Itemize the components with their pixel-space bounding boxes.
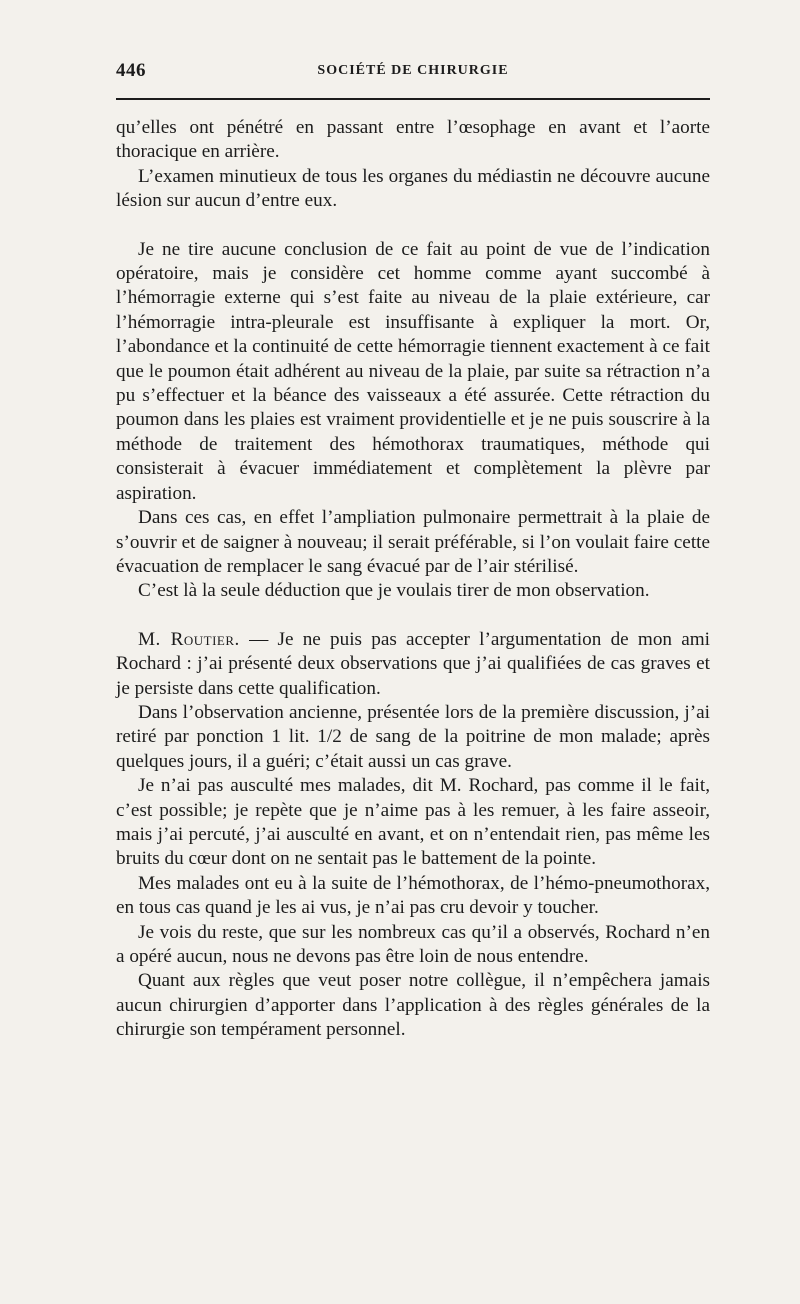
paragraph-8: Je n’ai pas ausculté mes malades, dit M. Rochard, pas comme il le fait, c’est possible; je repète que je n’aime pas à les remuer, à les faire asseoir, mais j’ai percuté, j’ai ausculté en avant, et on n’entendait rien, pas même les bruits du cœur dont on ne sentait pas le battement de la pointe. xyxy=(116,775,710,870)
page-header xyxy=(116,60,710,90)
speaker-name: M. Routier. xyxy=(138,628,240,650)
page-number: 446 xyxy=(116,60,146,81)
paragraph-4: Dans ces cas, en effet l’ampliation pulmonaire permettrait à la plaie de s’ouvrir et de saigner à nouveau; il serait préférable, si l’on voulait faire cette évacuation de remplacer le sang évacué par de l’air stérilisé. xyxy=(116,507,710,577)
body-text xyxy=(116,116,710,1043)
header-rule xyxy=(116,98,710,100)
paragraph-7: Dans l’observation ancienne, présentée lors de la première discussion, j’ai retiré par ponction 1 lit. 1/2 de sang de la poitrine de mon malade; après quelques jours, il a guéri; c’était aussi un cas grave. xyxy=(116,701,710,772)
paragraph-5: C’est là la seule déduction que je voulais tirer de mon observation. xyxy=(138,580,650,602)
paragraph-3: Je ne tire aucune conclusion de ce fait au point de vue de l’indication opératoire, mais je considère cet homme comme ayant succombé à l’hémorragie externe qui s’est faite au niveau de la plaie extérieure, car l’hémorragie intra-pleurale est insuffisante à expliquer la mort. Or, l’abondance et la continuité de cette hémorragie tiennent exactement à ce fait que le poumon était adhérent au niveau de la plaie, par suite sa rétraction n’a pu s’effectuer et la béance des vaisseaux a été assurée. Cette rétraction du poumon dans les plaies est vraiment providentielle et je ne puis souscrire à la méthode de traitement des hémothorax traumatiques, méthode qui consisterait à évacuer immédiatement et complètement la plèvre par aspiration. xyxy=(116,238,710,504)
paragraph-6: Je ne puis pas accepter l’argumentation de mon ami Rochard : j’ai présenté deux observations que j’ai qualifiées de cas graves et je persiste dans cette qualification. xyxy=(116,628,711,699)
paragraph-11: Quant aux règles que veut poser notre collègue, il n’empêchera jamais aucun chirurgien d’apporter dans l’application à des règles générales de la chirurgie son tempérament personnel. xyxy=(116,970,710,1041)
paragraph-9: Mes malades ont eu à la suite de l’hémothorax, de l’hémo-pneumothorax, en tous cas quand je les ai vus, je n’ai pas cru devoir y toucher. xyxy=(116,872,710,919)
speaker-paragraph xyxy=(116,628,710,701)
running-head: SOCIÉTÉ DE CHIRURGIE xyxy=(317,63,509,78)
paragraph-2: L’examen minutieux de tous les organes du médiastin ne découvre aucune lésion sur aucun d’entre eux. xyxy=(116,165,710,212)
paragraph-10: Je vois du reste, que sur les nombreux cas qu’il a observés, Rochard n’en a opéré aucun, nous ne devons pas être loin de nous entendre. xyxy=(116,921,710,967)
paragraph-1: qu’elles ont pénétré en passant entre l’œsophage en avant et l’aorte thoracique en arrière. xyxy=(116,117,710,163)
speaker-dash: — xyxy=(239,628,278,650)
